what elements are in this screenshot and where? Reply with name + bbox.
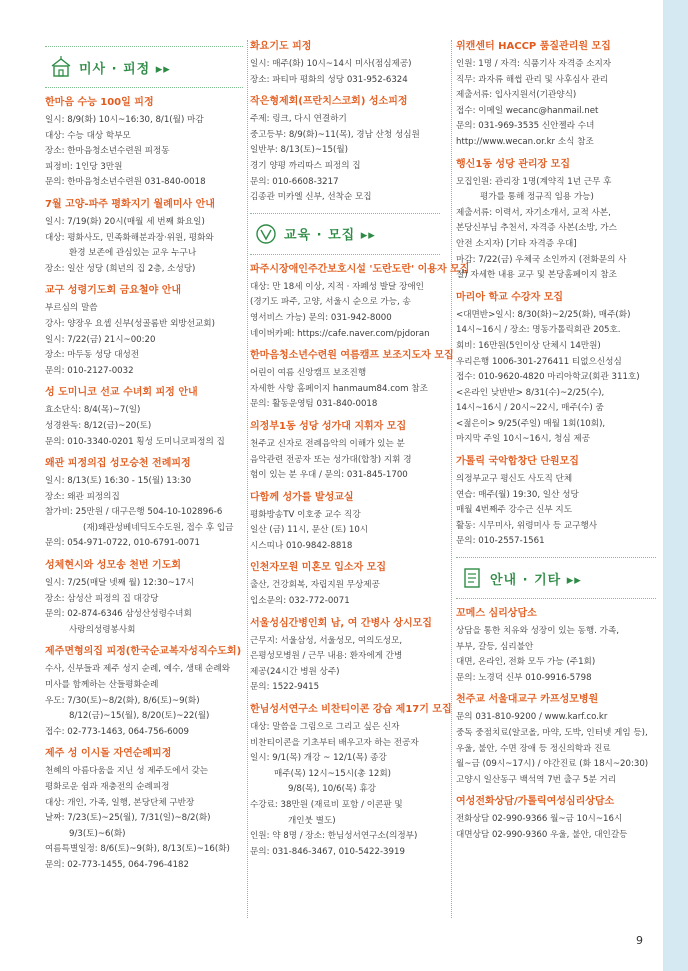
notice-line: 14시~16시 / 장소: 명동가톨릭회관 205호. [456,325,621,336]
notice-line: 문의: 1522-9415 [250,682,320,693]
notice-title: 7월 고양-파주 평화지기 월례미사 안내 [45,198,215,210]
notice-line: 중독 중점치료(알코올, 마약, 도박, 인터넷 게임 등), [456,728,648,738]
notice-item [45,284,243,379]
notice-line: 상담을 통한 치유와 성장이 있는 동행. 가족, [456,626,619,637]
notice-line: 일시: 7/19(화) 20시(매월 세 번째 화요일) [45,216,205,227]
notice-line: 강사: 양장우 요셉 신부(성골롬반 외방선교회) [45,318,215,329]
page-number: 9 [636,934,643,947]
column-middle [250,40,470,867]
notice-line: 우리은행 1006-301-276411 티없으신성심 [456,356,622,367]
notice-line: 날짜: 7/23(토)~25(월), 7/31(일)~8/2(화) [45,813,211,824]
notice-line: 네이버카페: https://cafe.naver.com/pjdoran [250,328,430,339]
notice-line: 평가를 통해 정규직 임용 가능) [480,192,594,203]
notice-title: 인천자모원 미혼모 입소자 모집 [250,562,387,574]
notice-line: 접수: 이메일 wecanc@hanmail.net [456,105,599,116]
notice-title: 파주시장애인주간보호시설 '도란도란' 이용자 모집 [250,263,470,275]
notice-line: 여름특별일정: 8/6(토)~9(화), 8/13(토)~16(화) [45,844,230,855]
notice-item [456,795,656,843]
notice-line: 일산 (금) 11시, 문산 (토) 10시 [250,525,369,536]
notice-item [456,607,656,686]
notice-line: 사랑의성령봉사회 [69,624,136,635]
notice-title: 마리아 학교 수강자 모집 [456,291,564,303]
page-edge-strip [663,0,688,971]
notice-line: 월~금 (09시~17시) / 야간진료 (화 18시~20:30) [456,759,649,770]
notice-line: 제출서류: 입사지원서(기관양식) [456,90,577,101]
notice-line: 회비: 16만원(5인이상 단체시 14만원) [456,340,601,351]
notice-line: 문의: 한마음청소년수련원 031-840-0018 [45,177,206,188]
notice-item [45,96,243,191]
notice-line: 문의: 031-846-3467, 010-5422-3919 [250,846,405,857]
notice-line: (재)왜관성베네딕도수도원, 접수 후 입금 [83,522,234,533]
notice-line: 대상: 수능 대상 학부모 [45,130,131,141]
notice-line: 비찬티이콘을 기초부터 배우고자 하는 전공자 [250,737,419,748]
section-header-education [250,213,440,255]
notice-title: 여성전화상담/가톨릭여성심리상담소 [456,796,615,808]
notice-line: 문의: 노경덕 신부 010-9916-5798 [456,672,592,683]
notice-line: 장소: 파티마 평화의 성당 031-952-6324 [250,74,408,85]
notice-item [45,198,243,277]
notice-line: 문의 031-810-9200 / www.karf.co.kr [456,712,608,723]
notice-line: 직무: 과자류 해썹 관리 및 사후심사 관리 [456,74,609,85]
notebook-icon [460,566,484,590]
notice-line: 일시: 매주(화) 10시~14시 미사(점심제공) [250,59,412,69]
recruit-icon [254,222,278,246]
section-title-mass: 미사 · 피정 ▸▸ [79,61,171,77]
notice-line: 본당신부님 추천서, 자격증 사본(소방, 가스 [456,223,617,234]
notice-line: 9/3(토)~6(화) [69,828,126,839]
notice-line: 출산, 건강회복, 자립지원 무상제공 [250,580,380,591]
notice-line: 장소: 왜관 피정의집 [45,491,120,502]
notice-line: 의정부교구 평신도 사도직 단체 [456,474,573,485]
notice-line: 모집인원: 관리장 1명(계약직 1년 근무 후 [456,176,612,187]
notice-line: 인원: 약 8명 / 장소: 한님성서연구소(의정부) [250,831,418,842]
notice-line: 마감: 7/22(금) 우체국 소인까지 (전화문의 사 [456,254,627,265]
notice-line: 수사, 신부들과 제주 성지 순례, 예수, 생태 순례와 [45,664,231,675]
notice-line: 일시: 8/9(화) 10시~16:30, 8/1(월) 마감 [45,115,204,125]
notice-title: 다함께 성가를 발성교실 [250,491,354,503]
notice-line: 개인붓 별도) [288,815,336,826]
mass-list-continued [250,40,440,206]
notice-item [250,491,440,555]
notice-title: 의정부1동 성당 성가대 지휘자 모집 [250,420,407,432]
notice-line: 환경 보존에 관심있는 교우 누구나 [69,248,197,259]
church-icon [49,55,73,79]
column-divider [247,40,248,918]
notice-item [456,455,656,550]
notice-title: 화요기도 피정 [250,41,312,52]
notice-line: 우울, 불안, 수면 장애 등 정신의학과 진료 [456,743,611,754]
notice-line: 매월 4번째주 강수근 신부 지도 [456,505,573,516]
notice-line: 참가비: 25만원 / 대구은행 504-10-102896-6 [45,507,223,518]
notice-line: 대상: 평화사도, 민족화해분과장·위원, 평화와 [45,232,214,243]
notice-title: 성체현시와 성모송 천번 기도회 [45,560,182,572]
notice-line: 근무지: 서울삼성, 서울성모, 여의도성모, [250,635,403,646]
section-title-education: 교육 · 모집 ▸▸ [284,228,376,244]
notice-line: 일시: 7/22(금) 21시~00:20 [45,334,156,345]
mass-list [45,96,243,874]
notice-line: 김종관 미카엘 신부, 선착순 모집 [250,192,372,203]
notice-line: 접수: 010-9620-4820 마리아학교(회관 311호) [456,372,640,383]
education-list-continued [456,40,656,550]
section-header-info [456,557,656,599]
notice-line: 피정비: 1인당 3만원 [45,161,123,172]
notice-item [45,747,243,873]
notice-item [456,693,656,788]
notice-item [250,703,452,860]
notice-item [45,645,243,740]
notice-title: 서울성심간병인회 남, 여 간병사 상시모집 [250,617,432,629]
notice-line: <대면반>일시: 8/30(화)~2/25(화), 매주(화) [456,309,631,320]
notice-title: 왜관 피정의집 성모승천 전례피정 [45,458,191,470]
notice-line: 인원: 1명 / 자격: 식품기사 자격증 소지자 [456,59,612,69]
notice-line: 우도: 7/30(토)~8/2(화), 8/6(토)~9(화) [45,695,200,706]
notice-title: 제주면형의집 피정(한국순교복자성직수도회) [45,646,242,658]
notice-line: 성경완독: 8/12(금)~20(토) [45,420,152,431]
notice-title: 가톨릭 국악합창단 단원모집 [456,456,579,468]
notice-item [45,386,243,450]
notice-line: 장소: 일산 성당 (희년의 집 2층, 소성당) [45,263,196,274]
notice-line: 부부, 갈등, 심리불안 [456,641,534,652]
notice-line: 천혜의 아름다움을 지닌 성 제주도에서 갖는 [45,766,209,777]
notice-line: 효소단식: 8/4(목)~7(일) [45,405,141,416]
notice-item [45,559,243,638]
notice-line: 은평성모병원 / 근무 내용: 환자에게 간병 [250,651,403,662]
notice-line: 연습: 매주(월) 19:30, 일산 성당 [456,489,579,500]
notice-title: 위캔센터 HACCP 품질관리원 모집 [456,41,611,52]
education-list [250,263,470,861]
notice-line: <젊은이> 9/25(주일) 매월 1회(10회), [456,418,606,429]
notice-line: 장소: 삼성산 피정의 집 대강당 [45,593,159,604]
notice-line: 장소: 한마음청소년수련원 피정동 [45,146,170,157]
notice-item [456,40,656,151]
notice-title: 꼬메스 심리상담소 [456,608,537,620]
notice-line: http://www.wecan.or.kr 소식 참조 [456,136,594,147]
notice-line: 경기 양평 까리따스 피정의 집 [250,160,361,171]
notice-line: 수강료: 38만원 (재료비 포함 / 이콘판 및 [250,800,403,810]
notice-line: 대면상담 02-990-9360 우울, 불안, 대인갈등 [456,829,628,840]
notice-line: 8/12(금)~15(월), 8/20(토)~22(월) [69,711,210,722]
notice-item [456,158,656,284]
notice-item [250,617,440,696]
notice-title: 행신1동 성당 관리장 모집 [456,158,571,170]
notice-line: 천주교 신자로 전례음악의 이해가 있는 분 [250,438,405,449]
notice-line: 문의: 02-874-6346 삼성산성령수녀회 [45,609,192,620]
column-divider [451,40,452,918]
notice-line: 마지막 주일 10시~16시, 청심 제공 [456,434,591,445]
notice-line: 대면, 온라인, 전화 모두 가능 (주1회) [456,657,596,668]
notice-line: 미사를 함께하는 산들평화순례 [45,680,159,691]
notice-title: 한마음 수능 100일 피정 [45,97,154,108]
notice-line: 대상: 말씀을 그림으로 그리고 싶은 신자 [250,722,400,733]
notice-line: 매주(목) 12시~15시(총 12회) [274,768,391,779]
notice-title: 제주 성 이시돌 자연순례피정 [45,748,172,760]
notice-line: 자세한 사항 홈페이지 hanmaum84.com 참조 [250,383,428,394]
notice-item [250,561,440,609]
notice-title: 천주교 서울대교구 카프성모병원 [456,694,599,706]
notice-line: 문의: 010-6608-3217 [250,176,339,187]
notice-line: 평화로운 쉼과 재충전의 순례피정 [45,782,170,792]
notice-line: 문의: 010-2127-0032 [45,365,134,376]
notice-line: 대상: 만 18세 이상, 지적 · 자폐성 발달 장애인 [250,281,424,292]
notice-line: 음악관련 전공자 또는 성가대(합창) 지휘 경 [250,454,412,465]
notice-item [250,349,454,413]
notice-line: 시스띠나 010-9842-8818 [250,540,353,551]
notice-line: (경기도 파주, 고양, 서울시 순으로 가능, 송 [250,297,411,308]
notice-line: 활동: 시무미사, 위령미사 등 교구행사 [456,520,598,531]
notice-line: 문의: 010-2557-1561 [456,536,545,547]
notice-title: 한마음청소년수련원 여름캠프 보조지도자 모집 [250,350,454,362]
notice-line: 절) 자세한 내용 교구 및 본당홈페이지 참조 [456,270,617,281]
notice-title: 작은형제회(프란치스코회) 성소피정 [250,96,408,108]
notice-line: 장소: 마두동 성당 대성전 [45,350,140,361]
notice-title: 한님성서연구소 비찬티이콘 강습 제17기 모집 [250,704,452,716]
notice-line: 9/8(목), 10/6(목) 휴강 [288,784,376,795]
notice-item [45,457,243,552]
notice-line: 어린이 여름 신앙캠프 보조진행 [250,368,367,379]
column-right [456,40,656,851]
notice-line: 일시: 9/1(목) 개강 ~ 12/1(목) 종강 [250,753,387,764]
notice-line: 안전 소지자) [기타 자격증 우대] [456,238,577,249]
notice-line: 제공(24시간 병원 상주) [250,666,340,677]
notice-line: 문의: 031-969-3535 신안젤라 수녀 [456,121,595,132]
notice-item [250,95,440,206]
notice-line: 문의: 010-3340-0201 횡성 도미니코피정의 집 [45,436,225,447]
notice-item [250,420,440,484]
notice-line: 주제: 링크, 다시 연결하기 [250,114,347,125]
notice-item [456,291,656,448]
notice-item [250,263,470,342]
notice-line: 문의: 054-971-0722, 010-6791-0071 [45,538,200,549]
notice-line: 부르심의 말씀 [45,303,98,314]
notice-line: 문의: 02-773-1455, 064-796-4182 [45,859,189,870]
notice-line: 전화상담 02-990-9366 월~금 10시~16시 [456,814,623,825]
notice-line: 중고등부: 8/9(화)~11(목), 경남 산청 성심원 [250,129,420,140]
notice-line: 일시: 8/13(토) 16:30 - 15(월) 13:30 [45,476,192,487]
notice-line: 일반부: 8/13(토)~15(월) [250,145,348,156]
notice-line: 제출서류: 이력서, 자기소개서, 교적 사본, [456,207,611,218]
notice-line: 고양시 일산동구 백석역 7번 출구 5분 거리 [456,774,617,785]
notice-line: 14시~16시 / 20시~22시, 매주(수) 줌 [456,403,604,414]
notice-line: 험이 있는 분 우대 / 문의: 031-845-1700 [250,470,408,481]
notice-line: <온라인 낮반반> 8/31(수)~2/25(수), [456,387,605,398]
notice-title: 성 도미니코 선교 수녀회 피정 안내 [45,387,198,399]
notice-line: 입소문의: 032-772-0071 [250,596,350,607]
notice-line: 영서비스 가능) 문의: 031-942-8000 [250,312,392,323]
notice-line: 일시: 7/25(매달 넷째 월) 12:30~17시 [45,578,195,589]
info-list [456,607,656,844]
notice-line: 평화방송TV 이호중 교수 직강 [250,509,361,520]
column-left [45,40,243,881]
section-title-info: 안내 · 기타 ▸▸ [490,572,582,588]
notice-line: 접수: 02-773-1463, 064-756-6009 [45,726,189,737]
section-header-mass [45,46,243,88]
notice-line: 문의: 활동운영팀 031-840-0018 [250,399,378,410]
notice-line: 대상: 개인, 가족, 일행, 본당단체 구반장 [45,797,195,808]
notice-title: 교구 성령기도회 금요철야 안내 [45,285,182,297]
notice-item [250,40,440,88]
